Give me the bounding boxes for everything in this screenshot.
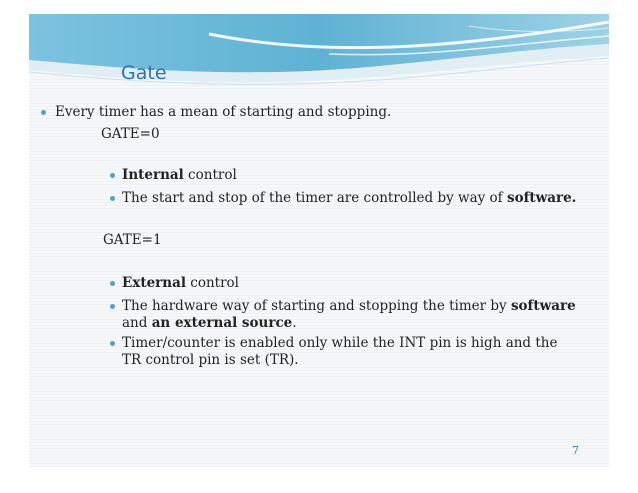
and-prefix-text: and bbox=[122, 315, 152, 331]
external-bold-text: External bbox=[122, 275, 186, 291]
gate1-item-hardware-line2 bbox=[122, 315, 297, 331]
page-number: 7 bbox=[572, 444, 579, 457]
slide-content bbox=[29, 14, 609, 467]
main-bullet-text: Every timer has a mean of starting and stopping. bbox=[55, 104, 392, 120]
hardware-software-bold-text: software bbox=[510, 298, 576, 314]
slide-title: Gate bbox=[121, 62, 167, 84]
bullet-icon bbox=[110, 281, 115, 286]
bullet-icon bbox=[110, 196, 115, 201]
internal-bold-text: Internal bbox=[122, 167, 184, 183]
software-bold-text: software. bbox=[506, 190, 577, 206]
gate1-item-external bbox=[122, 275, 239, 291]
external-source-bold-text: an external source bbox=[151, 315, 293, 331]
gate1-item-timer-line1: Timer/counter is enabled only while the INT pin is high and the bbox=[122, 335, 558, 351]
slide bbox=[29, 14, 609, 467]
gate1-label: GATE=1 bbox=[103, 232, 162, 248]
gate0-item-software bbox=[122, 190, 576, 206]
period-text: . bbox=[292, 315, 297, 331]
gate1-item-timer-line2: TR control pin is set (TR). bbox=[122, 352, 299, 368]
hardware-prefix-text: The hardware way of starting and stopping the timer by bbox=[122, 298, 511, 314]
gate0-label: GATE=0 bbox=[101, 126, 160, 142]
bullet-icon bbox=[41, 110, 46, 115]
internal-rest-text: control bbox=[183, 167, 237, 183]
gate1-item-hardware-line1 bbox=[122, 298, 576, 314]
software-prefix-text: The start and stop of the timer are controlled by way of bbox=[122, 190, 507, 206]
bullet-icon bbox=[110, 173, 115, 178]
bullet-icon bbox=[110, 341, 115, 346]
external-rest-text: control bbox=[185, 275, 239, 291]
bullet-icon bbox=[110, 304, 115, 309]
gate0-item-internal bbox=[122, 167, 237, 183]
